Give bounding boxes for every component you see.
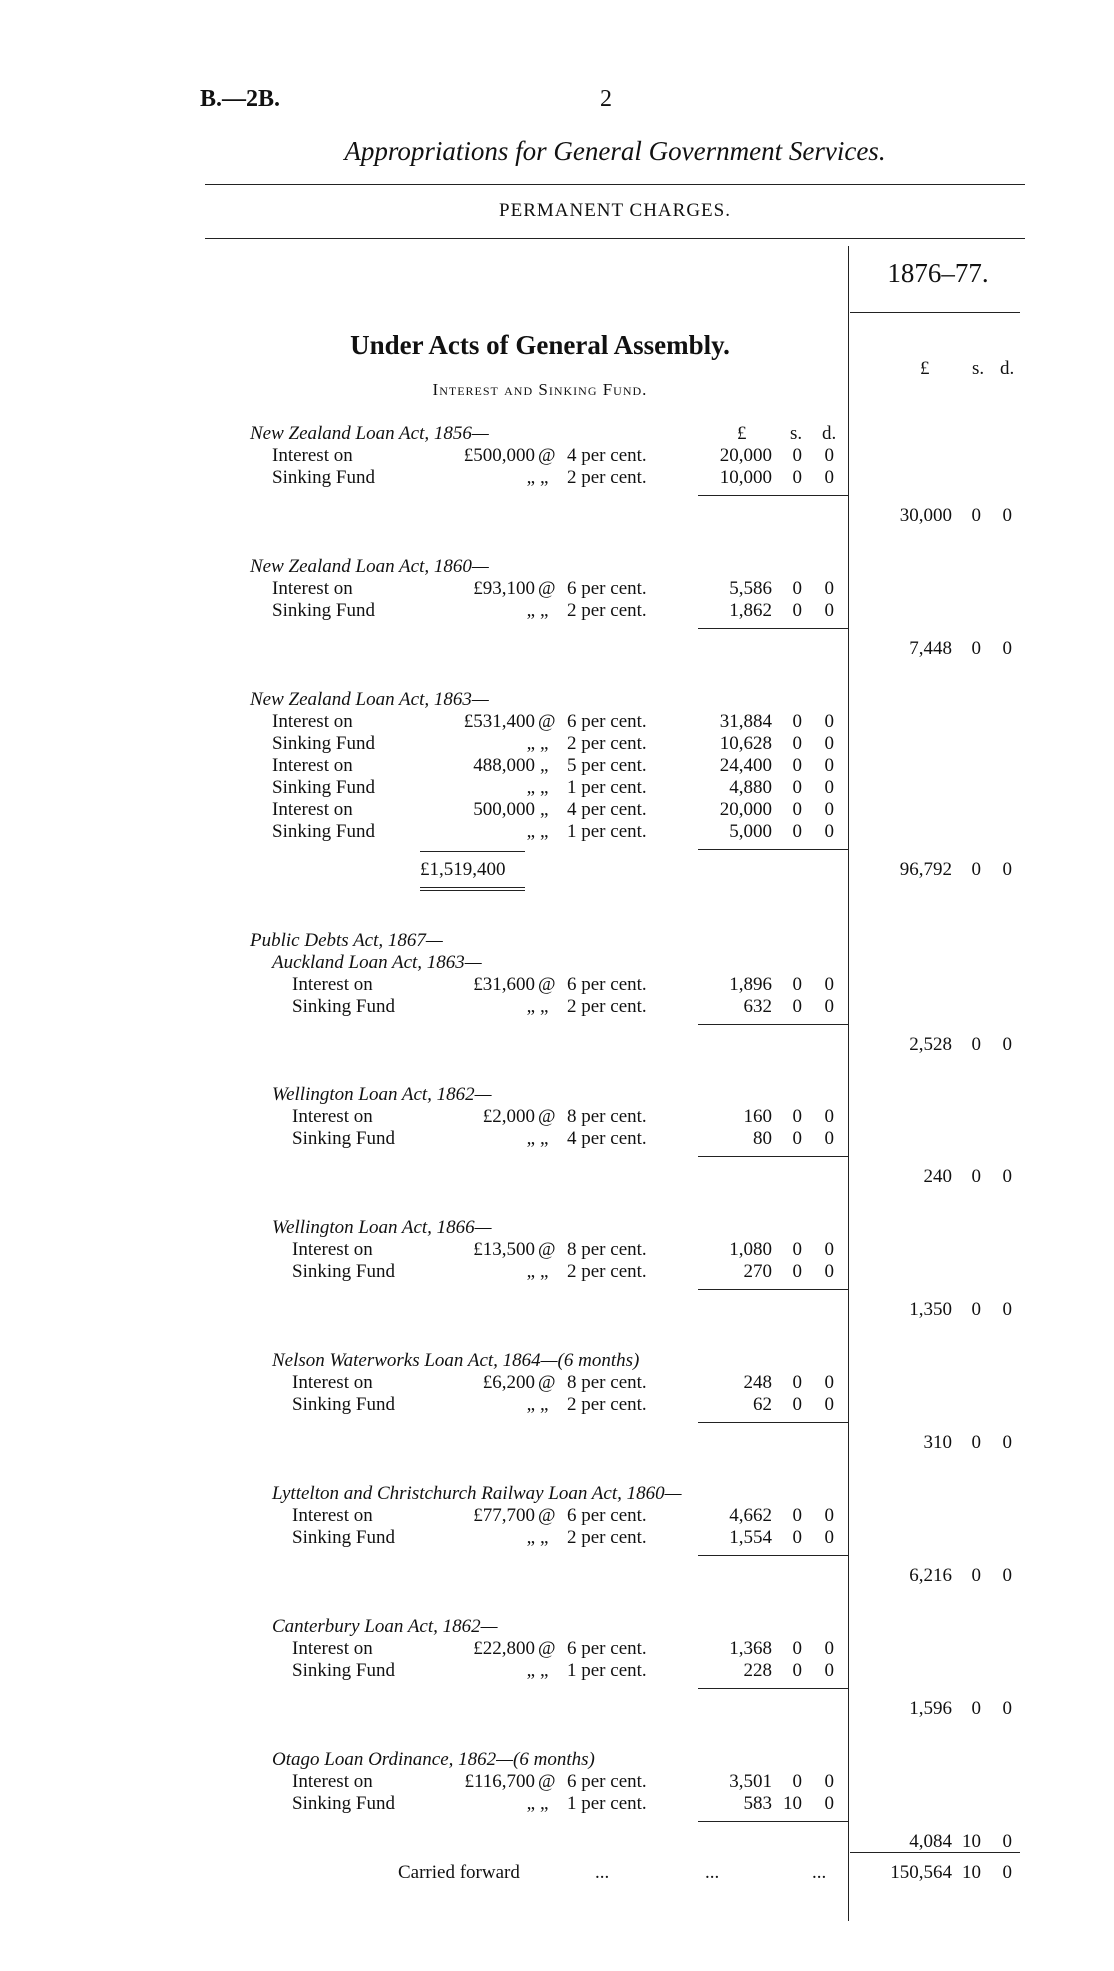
row-pounds: 1,862 <box>729 600 772 621</box>
row-rate: 8 per cent. <box>567 1372 647 1393</box>
row-principal: „ <box>526 996 535 1017</box>
row-pounds: 228 <box>743 1660 772 1681</box>
loan-act-subtitle: Auckland Loan Act, 1863— <box>272 952 482 973</box>
row-rate: 2 per cent. <box>567 1394 647 1415</box>
row-pounds: 632 <box>743 996 772 1017</box>
row-pence: 0 <box>824 1239 834 1260</box>
row-at: „ <box>540 996 549 1017</box>
block-total-pence: 0 <box>1002 505 1012 526</box>
row-at: @ <box>538 578 556 599</box>
row-pounds: 10,000 <box>719 467 772 488</box>
row-principal: £116,700 <box>464 1771 535 1792</box>
block-total-shillings: 0 <box>971 638 981 659</box>
row-shillings: 0 <box>792 1261 802 1282</box>
row-principal: „ <box>526 821 535 842</box>
block-total-shillings: 0 <box>971 1432 981 1453</box>
row-pounds: 1,080 <box>729 1239 772 1260</box>
row-shillings: 0 <box>792 1128 802 1149</box>
row-pounds: 583 <box>743 1793 772 1814</box>
row-pence: 0 <box>824 799 834 820</box>
page-number: 2 <box>600 86 612 112</box>
loan-act-title: Lyttelton and Christchurch Railway Loan Act, 1860— <box>272 1483 682 1504</box>
row-label: Interest on <box>272 578 353 599</box>
row-pence: 0 <box>824 1372 834 1393</box>
row-label: Interest on <box>292 1372 373 1393</box>
row-pence: 0 <box>824 777 834 798</box>
carried-forward-dots-2: ... <box>705 1862 720 1883</box>
row-shillings: 0 <box>792 733 802 754</box>
block-total-shillings: 0 <box>971 1034 981 1055</box>
row-at: „ <box>540 799 549 820</box>
row-pence: 0 <box>824 733 834 754</box>
row-pence: 0 <box>824 821 834 842</box>
loan-act-title: Public Debts Act, 1867— <box>250 930 443 951</box>
row-shillings: 0 <box>792 1239 802 1260</box>
row-pence: 0 <box>824 974 834 995</box>
row-pence: 0 <box>824 1394 834 1415</box>
section-title: Under Acts of General Assembly. <box>350 330 730 360</box>
carried-forward-dots-1: ... <box>595 1862 610 1883</box>
row-pounds: 20,000 <box>719 445 772 466</box>
row-shillings: 10 <box>783 1793 802 1814</box>
block-total-pounds: 310 <box>923 1432 952 1453</box>
top-rule <box>205 184 1025 185</box>
loan-act-title: Wellington Loan Act, 1862— <box>272 1084 492 1105</box>
row-label: Interest on <box>292 1771 373 1792</box>
block-total-pounds: 96,792 <box>899 859 952 880</box>
row-shillings: 0 <box>792 821 802 842</box>
block-total-pence: 0 <box>1002 1432 1012 1453</box>
row-shillings: 0 <box>792 799 802 820</box>
block-total-pence: 0 <box>1002 1034 1012 1055</box>
row-pence: 0 <box>824 1527 834 1548</box>
row-shillings: 0 <box>792 996 802 1017</box>
row-pounds: 4,880 <box>729 777 772 798</box>
row-pence: 0 <box>824 1660 834 1681</box>
row-at: @ <box>538 1372 556 1393</box>
row-pounds: 1,554 <box>729 1527 772 1548</box>
row-pence: 0 <box>824 996 834 1017</box>
row-rate: 2 per cent. <box>567 467 647 488</box>
row-rate: 2 per cent. <box>567 1261 647 1282</box>
row-label: Sinking Fund <box>292 1527 395 1548</box>
block-total-pence: 0 <box>1002 859 1012 880</box>
row-rate: 1 per cent. <box>567 821 647 842</box>
row-shillings: 0 <box>792 1527 802 1548</box>
row-label: Interest on <box>292 974 373 995</box>
row-principal: „ <box>526 733 535 754</box>
subtotal-rule <box>698 1024 848 1025</box>
row-at: „ <box>540 1660 549 1681</box>
row-principal: „ <box>526 600 535 621</box>
row-rate: 6 per cent. <box>567 578 647 599</box>
sub-col-pence: d. <box>822 423 837 444</box>
row-label: Sinking Fund <box>292 996 395 1017</box>
row-label: Interest on <box>292 1505 373 1526</box>
row-principal: £22,800 <box>473 1638 535 1659</box>
row-pounds: 4,662 <box>729 1505 772 1526</box>
row-pounds: 160 <box>743 1106 772 1127</box>
block-total-pounds: 240 <box>923 1166 952 1187</box>
row-pence: 0 <box>824 1505 834 1526</box>
block-total-shillings: 0 <box>971 505 981 526</box>
row-at: @ <box>538 974 556 995</box>
principal-sum: £1,519,400 <box>420 859 506 880</box>
row-label: Sinking Fund <box>292 1660 395 1681</box>
document-code: B.—2B. <box>200 86 281 112</box>
row-rate: 2 per cent. <box>567 1527 647 1548</box>
row-pounds: 20,000 <box>719 799 772 820</box>
column-divider <box>848 246 849 1921</box>
row-rate: 6 per cent. <box>567 711 647 732</box>
subtotal-rule <box>698 1289 848 1290</box>
row-principal: „ <box>526 1527 535 1548</box>
row-shillings: 0 <box>792 777 802 798</box>
row-principal: „ <box>526 1793 535 1814</box>
row-pounds: 270 <box>743 1261 772 1282</box>
row-pounds: 10,628 <box>719 733 772 754</box>
col-pound: £ <box>920 358 930 379</box>
row-at: „ <box>540 600 549 621</box>
block-total-pounds: 1,350 <box>909 1299 952 1320</box>
page-title: Appropriations for General Government Services. <box>344 136 886 166</box>
row-rate: 6 per cent. <box>567 1771 647 1792</box>
row-pence: 0 <box>824 755 834 776</box>
row-pence: 0 <box>824 445 834 466</box>
row-pence: 0 <box>824 600 834 621</box>
subtotal-rule <box>698 495 848 496</box>
row-pounds: 1,896 <box>729 974 772 995</box>
block-total-pounds: 2,528 <box>909 1034 952 1055</box>
row-principal: £6,200 <box>482 1372 535 1393</box>
row-label: Sinking Fund <box>272 467 375 488</box>
sub-col-pound: £ <box>737 423 747 444</box>
row-label: Interest on <box>292 1638 373 1659</box>
row-pence: 0 <box>824 1128 834 1149</box>
row-pounds: 31,884 <box>719 711 772 732</box>
row-principal: £2,000 <box>482 1106 535 1127</box>
row-rate: 6 per cent. <box>567 1505 647 1526</box>
row-shillings: 0 <box>792 1106 802 1127</box>
block-total-pence: 0 <box>1002 1698 1012 1719</box>
row-shillings: 0 <box>792 1372 802 1393</box>
row-at: „ <box>540 821 549 842</box>
block-total-shillings: 0 <box>971 1166 981 1187</box>
col-pence: d. <box>1000 358 1015 379</box>
loan-act-title: Wellington Loan Act, 1866— <box>272 1217 492 1238</box>
row-pence: 0 <box>824 467 834 488</box>
row-at: „ <box>540 733 549 754</box>
row-rate: 1 per cent. <box>567 1660 647 1681</box>
row-shillings: 0 <box>792 755 802 776</box>
permanent-charges-heading: PERMANENT CHARGES. <box>499 200 731 221</box>
row-pounds: 248 <box>743 1372 772 1393</box>
loan-act-title: New Zealand Loan Act, 1863— <box>250 689 489 710</box>
row-at: @ <box>538 711 556 732</box>
row-rate: 2 per cent. <box>567 600 647 621</box>
row-principal: £93,100 <box>473 578 535 599</box>
row-principal: £77,700 <box>473 1505 535 1526</box>
row-shillings: 0 <box>792 1638 802 1659</box>
row-pounds: 3,501 <box>729 1771 772 1792</box>
row-at: @ <box>538 445 556 466</box>
header-rule <box>205 238 1025 239</box>
row-at: „ <box>540 1527 549 1548</box>
block-total-shillings: 0 <box>971 1565 981 1586</box>
fiscal-year: 1876–77. <box>887 258 989 288</box>
row-rate: 4 per cent. <box>567 445 647 466</box>
row-at: @ <box>538 1638 556 1659</box>
row-at: @ <box>538 1106 556 1127</box>
row-label: Interest on <box>272 445 353 466</box>
row-principal: „ <box>526 777 535 798</box>
block-total-pounds: 30,000 <box>899 505 952 526</box>
loan-act-title: Otago Loan Ordinance, 1862—(6 months) <box>272 1749 595 1770</box>
row-rate: 4 per cent. <box>567 1128 647 1149</box>
row-shillings: 0 <box>792 600 802 621</box>
row-label: Sinking Fund <box>272 777 375 798</box>
block-total-shillings: 0 <box>971 859 981 880</box>
row-label: Sinking Fund <box>292 1394 395 1415</box>
row-at: „ <box>540 1261 549 1282</box>
row-rate: 8 per cent. <box>567 1239 647 1260</box>
row-pence: 0 <box>824 1638 834 1659</box>
row-label: Sinking Fund <box>292 1793 395 1814</box>
principal-sum-double-rule <box>420 887 525 891</box>
row-at: „ <box>540 467 549 488</box>
block-total-pence: 0 <box>1002 1565 1012 1586</box>
row-at: „ <box>540 777 549 798</box>
row-label: Sinking Fund <box>272 733 375 754</box>
block-total-pence: 0 <box>1002 1166 1012 1187</box>
row-at: @ <box>538 1771 556 1792</box>
row-rate: 2 per cent. <box>567 996 647 1017</box>
row-label: Sinking Fund <box>292 1261 395 1282</box>
carried-forward-pence: 0 <box>1002 1862 1012 1883</box>
row-shillings: 0 <box>792 445 802 466</box>
row-pounds: 24,400 <box>719 755 772 776</box>
row-pence: 0 <box>824 1106 834 1127</box>
row-pounds: 1,368 <box>729 1638 772 1659</box>
carried-forward-dots-3: ... <box>812 1862 827 1883</box>
section-subtitle: Interest and Sinking Fund. <box>432 380 648 399</box>
row-rate: 6 per cent. <box>567 974 647 995</box>
row-label: Interest on <box>292 1106 373 1127</box>
row-principal: „ <box>526 467 535 488</box>
carried-forward-pounds: 150,564 <box>890 1862 952 1883</box>
row-label: Sinking Fund <box>272 600 375 621</box>
row-rate: 6 per cent. <box>567 1638 647 1659</box>
loan-act-title: New Zealand Loan Act, 1860— <box>250 556 489 577</box>
block-total-pence: 0 <box>1002 1831 1012 1852</box>
row-rate: 2 per cent. <box>567 733 647 754</box>
carried-forward-label: Carried forward <box>398 1862 520 1883</box>
row-shillings: 0 <box>792 578 802 599</box>
row-label: Interest on <box>272 755 353 776</box>
subtotal-rule <box>698 628 848 629</box>
subtotal-rule <box>698 1688 848 1689</box>
subtotal-rule <box>698 1422 848 1423</box>
row-principal: 500,000 <box>473 799 535 820</box>
sub-col-shilling: s. <box>790 423 803 444</box>
row-rate: 1 per cent. <box>567 1793 647 1814</box>
block-total-shillings: 0 <box>971 1299 981 1320</box>
row-label: Interest on <box>272 711 353 732</box>
row-label: Interest on <box>292 1239 373 1260</box>
row-at: „ <box>540 755 549 776</box>
loan-act-title: Canterbury Loan Act, 1862— <box>272 1616 498 1637</box>
row-shillings: 0 <box>792 1394 802 1415</box>
row-pounds: 5,586 <box>729 578 772 599</box>
year-rule <box>850 312 1020 313</box>
row-label: Sinking Fund <box>272 821 375 842</box>
row-shillings: 0 <box>792 1771 802 1792</box>
row-shillings: 0 <box>792 1505 802 1526</box>
row-at: @ <box>538 1505 556 1526</box>
row-principal: 488,000 <box>473 755 535 776</box>
row-pounds: 5,000 <box>729 821 772 842</box>
row-principal: £500,000 <box>463 445 535 466</box>
block-total-pounds: 6,216 <box>909 1565 952 1586</box>
row-shillings: 0 <box>792 711 802 732</box>
row-pence: 0 <box>824 1771 834 1792</box>
row-shillings: 0 <box>792 974 802 995</box>
row-pounds: 80 <box>753 1128 772 1149</box>
subtotal-rule <box>698 849 848 850</box>
row-principal: „ <box>526 1394 535 1415</box>
block-total-shillings: 0 <box>971 1698 981 1719</box>
row-label: Sinking Fund <box>292 1128 395 1149</box>
row-principal: £31,600 <box>473 974 535 995</box>
block-total-pence: 0 <box>1002 1299 1012 1320</box>
row-at: „ <box>540 1793 549 1814</box>
row-at: „ <box>540 1128 549 1149</box>
row-principal: £531,400 <box>463 711 535 732</box>
loan-act-title: New Zealand Loan Act, 1856— <box>250 423 489 444</box>
subtotal-rule <box>698 1821 848 1822</box>
row-rate: 8 per cent. <box>567 1106 647 1127</box>
principal-sum-rule <box>420 851 525 852</box>
row-pence: 0 <box>824 1261 834 1282</box>
row-pence: 0 <box>824 1793 834 1814</box>
block-total-shillings: 10 <box>962 1831 981 1852</box>
row-rate: 5 per cent. <box>567 755 647 776</box>
loan-act-title: Nelson Waterworks Loan Act, 1864—(6 months) <box>272 1350 640 1371</box>
row-shillings: 0 <box>792 1660 802 1681</box>
row-label: Interest on <box>272 799 353 820</box>
row-at: @ <box>538 1239 556 1260</box>
row-principal: „ <box>526 1128 535 1149</box>
row-rate: 1 per cent. <box>567 777 647 798</box>
row-shillings: 0 <box>792 467 802 488</box>
row-at: „ <box>540 1394 549 1415</box>
block-total-pounds: 7,448 <box>909 638 952 659</box>
col-shilling: s. <box>972 358 985 379</box>
row-principal: £13,500 <box>473 1239 535 1260</box>
row-pence: 0 <box>824 578 834 599</box>
block-total-pounds: 4,084 <box>909 1831 952 1852</box>
subtotal-rule <box>698 1156 848 1157</box>
row-rate: 4 per cent. <box>567 799 647 820</box>
carried-forward-rule <box>850 1852 1020 1853</box>
subtotal-rule <box>698 1555 848 1556</box>
carried-forward-shillings: 10 <box>962 1862 981 1883</box>
row-principal: „ <box>526 1261 535 1282</box>
row-pounds: 62 <box>753 1394 772 1415</box>
block-total-pounds: 1,596 <box>909 1698 952 1719</box>
row-pence: 0 <box>824 711 834 732</box>
block-total-pence: 0 <box>1002 638 1012 659</box>
row-principal: „ <box>526 1660 535 1681</box>
